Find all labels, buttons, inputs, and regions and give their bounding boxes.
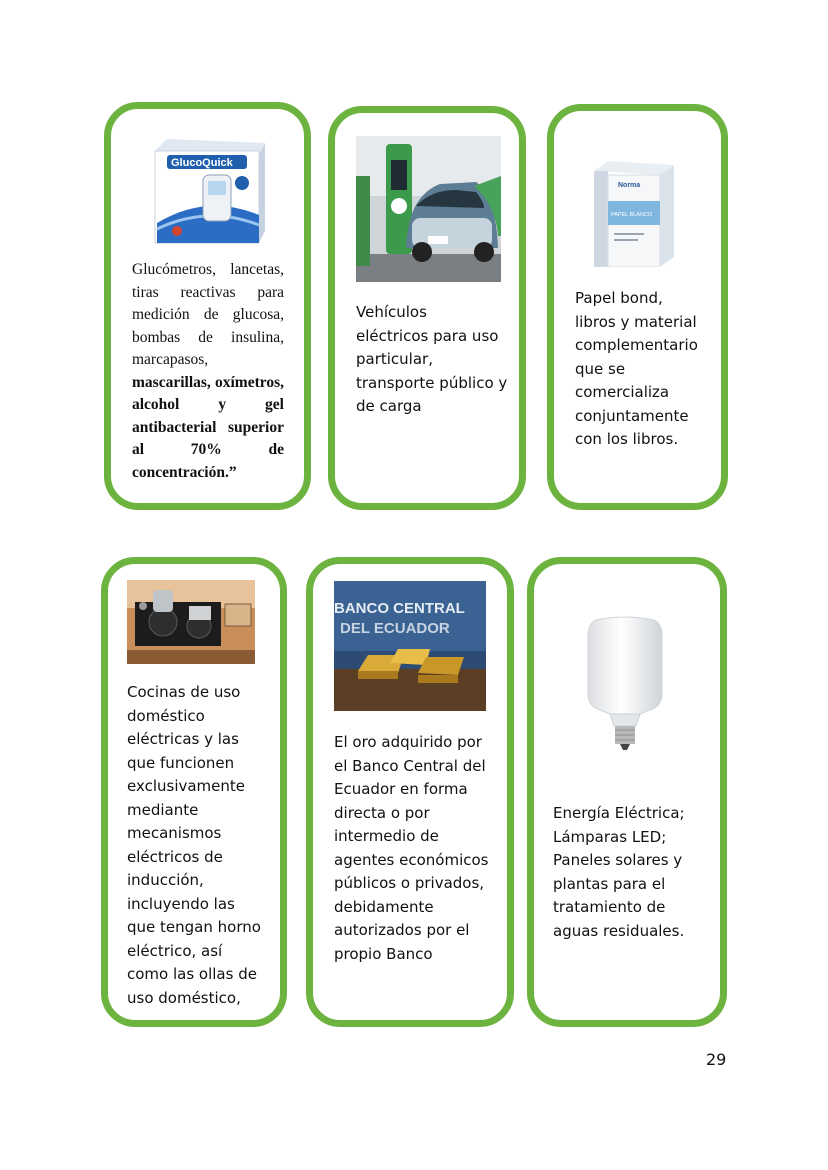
- energia-description: Energía Eléctrica; Lámparas LED; Paneles solares y plantas para el tratamiento de aguas residuales.: [553, 804, 685, 940]
- banco-central-caption: BANCO CENTRAL: [334, 600, 465, 617]
- card-oro: [306, 557, 514, 1027]
- papel-blanco-text: PAPEL BLANCO: [611, 212, 653, 218]
- led-bulb-image: [584, 614, 666, 754]
- card-energia: [527, 557, 727, 1027]
- card-glucometros: [104, 102, 311, 510]
- glucometros-text-bold: mascarillas, oxímetros, alcohol y gel antibacterial superior al 70% de concentración.”: [132, 373, 284, 481]
- card-papel: [547, 104, 728, 510]
- electric-car-image: [356, 136, 501, 282]
- cocinas-description: Cocinas de uso doméstico eléctricas y las que funcionen exclusivamente mediante mecanismos eléctricos de inducción, incluyendo las que tengan horno eléctrico, así como las ollas de uso doméstico,: [127, 683, 261, 1007]
- papel-description: Papel bond, libros y material complementario que se comercializa conjuntamente con los libros.: [575, 289, 698, 448]
- induction-cooktop-image: [127, 580, 255, 664]
- paper-ream-image: [594, 161, 674, 267]
- gold-bars-image: [334, 581, 486, 711]
- glucoquick-logo-text: GlucoQuick: [171, 157, 233, 169]
- glucometros-description: [132, 259, 284, 484]
- oro-description: El oro adquirido por el Banco Central del Ecuador en forma directa o por intermedio de agentes económicos públicos o privados, debidamente autorizados por el propio Banco: [334, 733, 489, 963]
- vehiculos-description: Vehículos eléctricos para uso particular, transporte público y de carga: [356, 303, 508, 415]
- norma-brand-text: Norma: [618, 182, 641, 189]
- page-number: 29: [706, 1050, 727, 1069]
- card-cocinas: [101, 557, 287, 1027]
- glucometer-box-image: [147, 133, 267, 245]
- glucometros-text-normal: Glucómetros, lancetas, tiras reactivas para medición de glucosa, bombas de insulina, marcapasos,: [132, 261, 284, 368]
- card-vehiculos: [328, 106, 526, 510]
- del-ecuador-caption: DEL ECUADOR: [340, 620, 450, 637]
